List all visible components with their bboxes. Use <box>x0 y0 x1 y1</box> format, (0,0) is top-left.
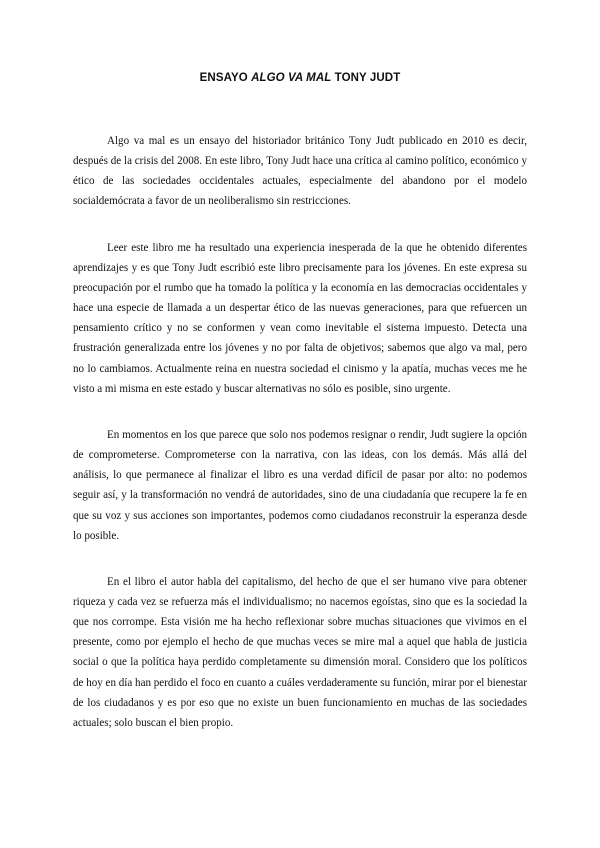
paragraph-4: En el libro el autor habla del capitalismo, del hecho de que el ser humano vive para obtener riqueza y cada vez se refuerza más el individualismo; no nacemos egoístas, sino que es la sociedad la que nos corrompe. Esta visión me ha hecho reflexionar sobre muchas situaciones que vivimos en el presente, como por ejemplo el hecho de que muchas veces se mire mal a aquel que habla de justicia social o que la política haya perdido completamente su dimensión moral. Considero que los políticos de hoy en día han perdido el foco en cuanto a cuáles verdaderamente su función, mirar por el bienestar de los ciudadanos y es por eso que no existe un buen funcionamiento en muchas de las sociedades actuales; solo buscan el bien propio. <box>73 575 527 729</box>
paragraph-2: Leer este libro me ha resultado una experiencia inesperada de la que he obtenido diferentes aprendizajes y es que Tony Judt escribió este libro precisamente para los jóvenes. En este expresa su preocupación por el rumbo que ha tomado la política y la economía en las democracias occidentales y hace una especie de llamada a un despertar ético de las nuevas generaciones, para que refuercen un pensamiento crítico y no se conformen y vean como inevitable el sistema impuesto. Detecta una frustración generalizada entre los jóvenes y no por falta de objetivos; sabemos que algo va mal, pero no lo cambiamos. Actualmente reina en nuestra sociedad el cinismo y la apatía, muchas veces me he visto a mi misma en este estado y buscar alternativas no sólo es posible, sino urgente. <box>73 241 527 395</box>
paragraph-3: En momentos en los que parece que solo nos podemos resignar o rendir, Judt sugiere la opción de comprometerse. Comprometerse con la narrativa, con las ideas, con los demás. Más allá del análisis, lo que permanece al finalizar el libro es una verdad difícil de pasar por alto: no podemos seguir así, y la transformación no vendrá de autoridades, sino de una ciudadanía que recupere la fe en que su voz y sus acciones son importantes, podemos como ciudadanos reconstruir la esperanza desde lo posible. <box>73 428 527 542</box>
title-suffix: TONY JUDT <box>331 72 401 84</box>
essay-title <box>0 72 600 84</box>
title-book-name: ALGO VA MAL <box>251 72 332 84</box>
title-prefix: ENSAYO <box>199 72 252 84</box>
paragraph-1: Algo va mal es un ensayo del historiador británico Tony Judt publicado en 2010 es decir, después de la crisis del 2008. En este libro, Tony Judt hace una crítica al camino político, económico y ético de las sociedades occidentales actuales, especialmente del abandono por el modelo socialdemócrata a favor de un neoliberalismo sin restricciones. <box>73 135 527 208</box>
essay-body <box>73 131 527 759</box>
